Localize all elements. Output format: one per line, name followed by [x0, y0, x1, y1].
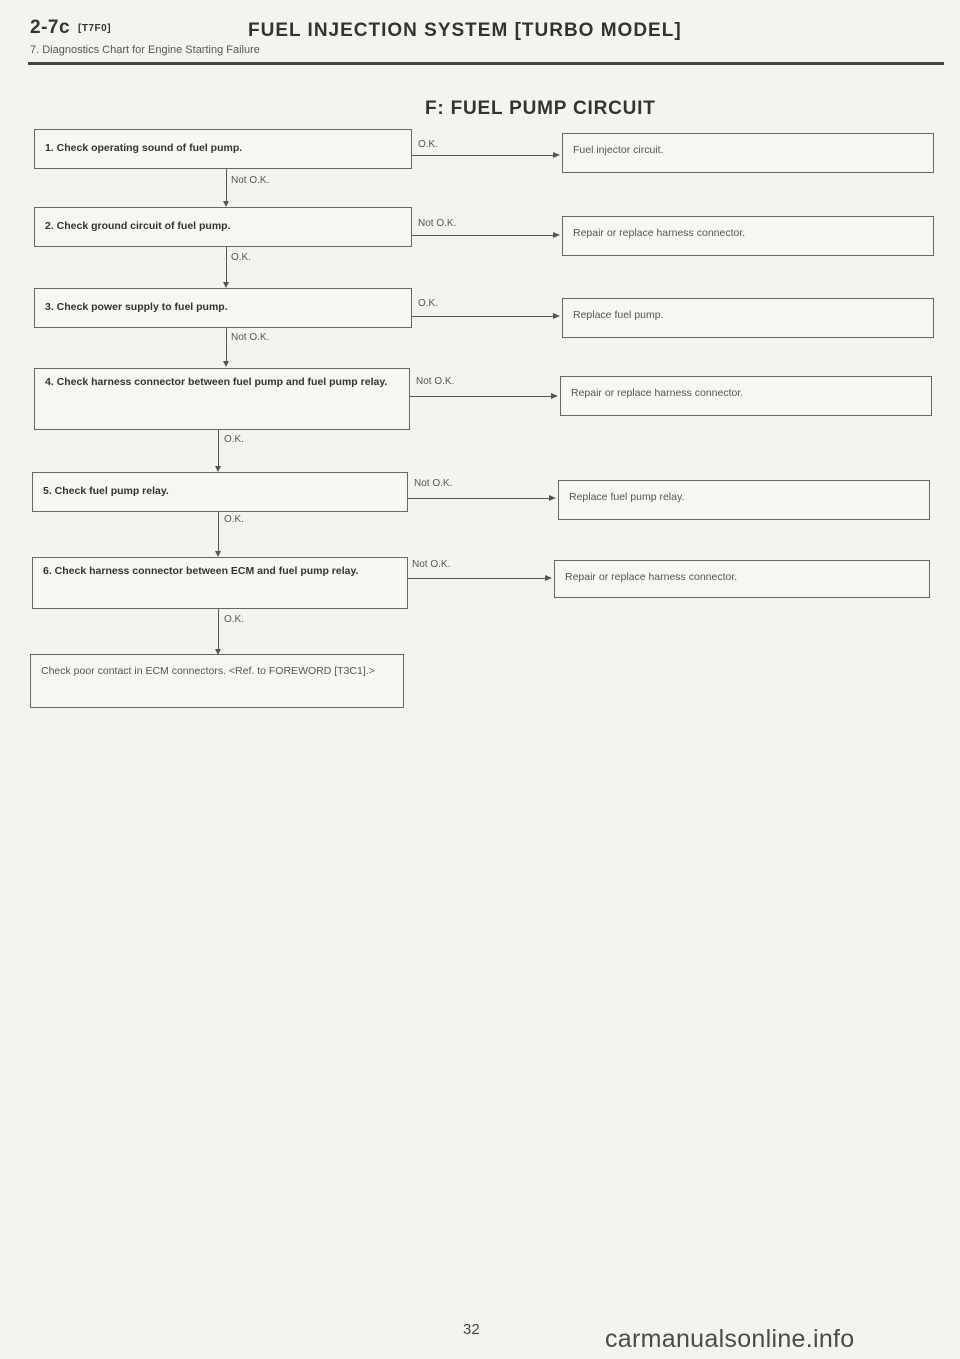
header-rule [28, 62, 944, 65]
result-1: Fuel injector circuit. [562, 133, 934, 173]
connector-line [226, 247, 227, 283]
down-label-3: Not O.K. [231, 332, 270, 343]
side-label-6: Not O.K. [412, 559, 451, 570]
page-number: 32 [463, 1321, 480, 1338]
connector-line [218, 512, 219, 552]
connector-line [412, 155, 556, 156]
arrow-right-icon [553, 232, 560, 238]
connector-line [226, 169, 227, 203]
arrow-right-icon [549, 495, 556, 501]
arrow-right-icon [553, 152, 560, 158]
down-label-5: O.K. [224, 514, 245, 525]
arrow-down-icon [223, 361, 229, 367]
watermark: carmanualsonline.info [605, 1325, 855, 1353]
check-step-1: 1. Check operating sound of fuel pump. [34, 129, 412, 169]
connector-line [218, 430, 219, 468]
result-5: Replace fuel pump relay. [558, 480, 930, 520]
down-label-2: O.K. [231, 252, 252, 263]
connector-line [412, 235, 556, 236]
page-subtitle: 7. Diagnostics Chart for Engine Starting Failure [30, 44, 260, 56]
check-step-3: 3. Check power supply to fuel pump. [34, 288, 412, 328]
down-label-6: O.K. [224, 614, 245, 625]
result-3: Replace fuel pump. [562, 298, 934, 338]
side-label-5: Not O.K. [414, 478, 453, 489]
result-2: Repair or replace harness connector. [562, 216, 934, 256]
arrow-right-icon [551, 393, 558, 399]
side-label-3: O.K. [418, 298, 439, 309]
arrow-right-icon [545, 575, 552, 581]
connector-line [408, 578, 548, 579]
check-step-4: 4. Check harness connector between fuel pump and fuel pump relay. [34, 368, 410, 430]
section-title: F: FUEL PUMP CIRCUIT [425, 98, 656, 119]
side-label-4: Not O.K. [416, 376, 455, 387]
down-label-1: Not O.K. [231, 175, 270, 186]
page-title: FUEL INJECTION SYSTEM [TURBO MODEL] [248, 20, 682, 41]
final-step: Check poor contact in ECM connectors. <Ref. to FOREWORD [T3C1].> [30, 654, 404, 708]
result-6: Repair or replace harness connector. [554, 560, 930, 598]
section-ref: [T7F0] [78, 23, 112, 34]
arrow-right-icon [553, 313, 560, 319]
connector-line [218, 609, 219, 651]
side-label-2: Not O.K. [418, 218, 457, 229]
check-step-6: 6. Check harness connector between ECM and fuel pump relay. [32, 557, 408, 609]
down-label-4: O.K. [224, 434, 245, 445]
check-step-2: 2. Check ground circuit of fuel pump. [34, 207, 412, 247]
side-label-1: O.K. [418, 139, 439, 150]
connector-line [226, 328, 227, 362]
check-step-5: 5. Check fuel pump relay. [32, 472, 408, 512]
connector-line [410, 396, 554, 397]
connector-line [408, 498, 552, 499]
result-4: Repair or replace harness connector. [560, 376, 932, 416]
connector-line [412, 316, 556, 317]
section-code: 2-7c [T7F0] [30, 17, 112, 38]
